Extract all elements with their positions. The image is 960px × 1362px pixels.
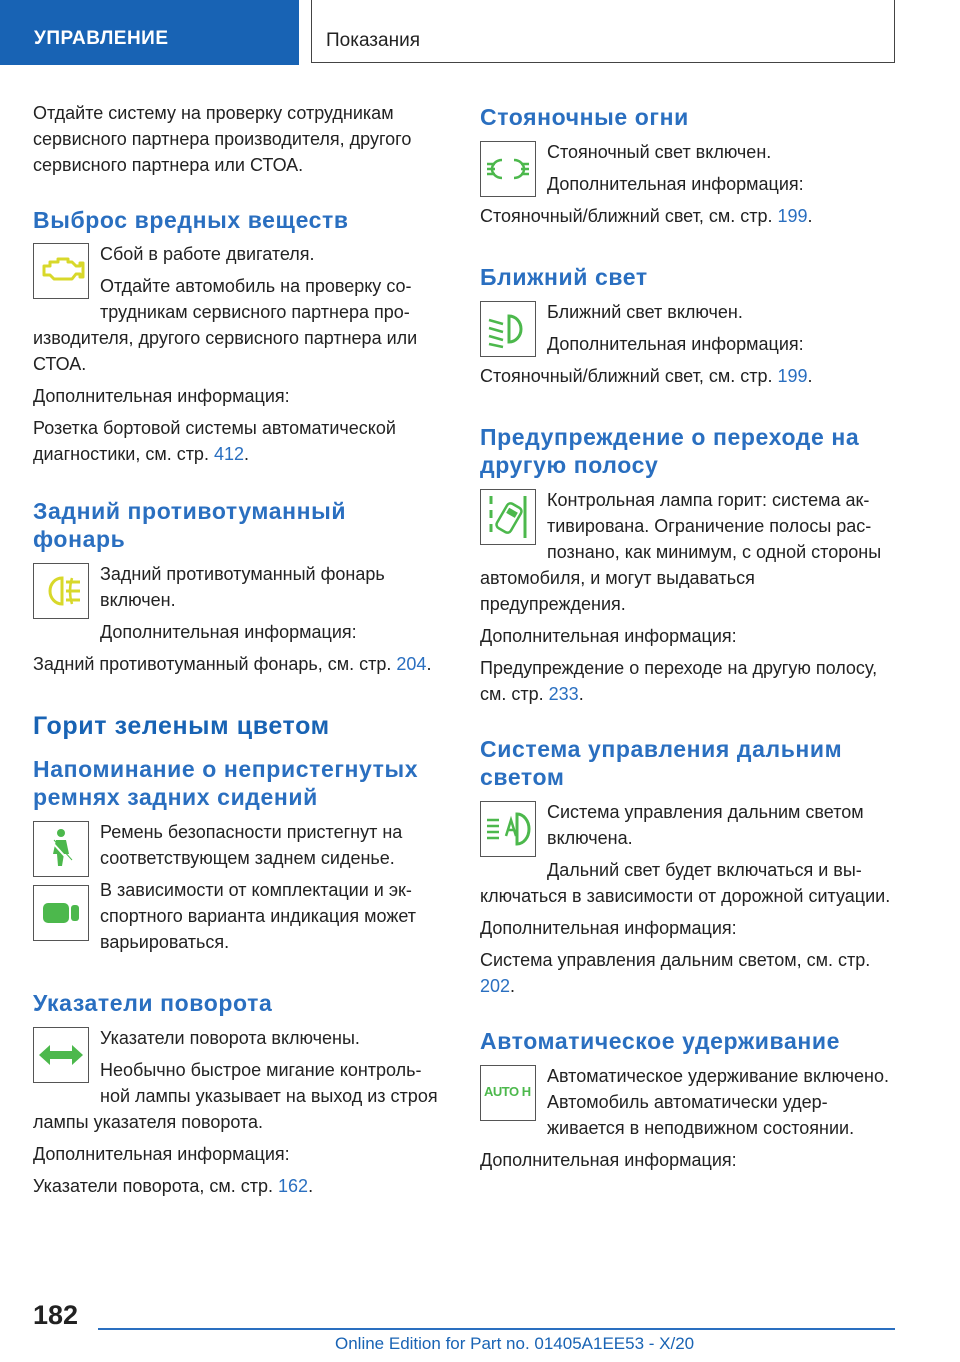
fog-more-info: Дополнительная информация:: [100, 622, 357, 642]
turn-text-2: Необычно быстрое мигание контрольной лампы указывает на выход из строя лампы указателя поворота.: [33, 1060, 438, 1132]
high-beam-assist-ref: Система управления дальним светом, см. стр. 202.: [480, 950, 871, 996]
parking-ref: Стояночный/ближний свет, см. стр. 199.: [480, 206, 813, 226]
intro-text: Отдайте систему на проверку сотрудникам сервисного партнера производителя, другого сервисного партнера или СТОА.: [33, 103, 412, 175]
lane-departure-icon: [480, 489, 536, 545]
footer-rule: [98, 1328, 895, 1330]
auto-hold-text-1: Автоматическое удерживание включено. Автомобиль автоматически удерживается в неподвижном состоянии.: [547, 1066, 889, 1138]
auto-hold-heading: Автоматическое удерживание: [480, 1028, 840, 1054]
turn-signal-icon: [33, 1027, 89, 1083]
high-beam-assist-more-info: Дополнительная информация:: [480, 918, 737, 938]
emissions-text-2: Отдайте автомобиль на проверку сотрудникам сервисного партнера производителя, другого сервисного партнера или СТОА.: [33, 276, 418, 374]
lane-text-1: Контрольная лампа горит: система активирована. Ограничение полосы распознано, как минимум, с одной стороны автомобиля, и могут выдаваться предупреждения.: [480, 490, 882, 614]
parking-heading: Стояночные огни: [480, 104, 689, 130]
chapter-title: Показания: [326, 30, 420, 51]
engine-warning-icon: [33, 243, 89, 299]
high-beam-assist-icon: [480, 801, 536, 857]
section-title: УПРАВЛЕНИЕ: [34, 28, 169, 49]
auto-hold-more-info: Дополнительная информация:: [480, 1150, 737, 1170]
low-beam-icon: [480, 301, 536, 357]
page-link-202[interactable]: 202: [480, 976, 511, 996]
right-column: [480, 100, 896, 1179]
green-section-heading: Горит зеленым цветом: [33, 712, 330, 740]
emissions-ref: Розетка бортовой системы автоматической диагностики, см. стр. 412.: [33, 418, 396, 464]
belts-text-1: Ремень безопасности пристегнут на соответствующем заднем сиденье.: [100, 822, 403, 868]
high-beam-assist-text-2: Дальний свет будет включаться и выключаться в зависимости от дорожной ситуации.: [480, 860, 891, 906]
page-link-233[interactable]: 233: [548, 684, 579, 704]
page-link-412[interactable]: 412: [213, 444, 244, 464]
auto-hold-icon-label: AUTO H: [484, 1084, 531, 1099]
low-beam-heading: Ближний свет: [480, 264, 648, 290]
emissions-more-info: Дополнительная информация:: [33, 386, 290, 406]
low-beam-ref: Стояночный/ближний свет, см. стр. 199.: [480, 366, 813, 386]
auto-hold-icon: [480, 1065, 536, 1121]
fog-heading: Задний противотуманный фонарь: [33, 498, 347, 552]
parking-lights-icon: [480, 141, 536, 197]
belts-text-2: В зависимости от комплектации и экспортного варианта индикация может варьироваться.: [100, 880, 417, 952]
lane-ref: Предупреждение о переходе на другую полосу, см. стр. 233.: [480, 658, 878, 704]
page-number: 182: [33, 1300, 79, 1330]
page-link-199-b[interactable]: 199: [777, 366, 808, 386]
turn-ref: Указатели поворота, см. стр. 162.: [33, 1176, 314, 1196]
fog-text-1: Задний противотуманный фонарь включен.: [100, 564, 385, 610]
left-column: [33, 100, 445, 1205]
page-link-162[interactable]: 162: [278, 1176, 309, 1196]
lane-heading: Предупреждение о переходе на другую полосу: [480, 424, 860, 478]
lane-more-info: Дополнительная информация:: [480, 626, 737, 646]
low-beam-more-info: Дополнительная информация:: [547, 334, 804, 354]
rear-seat-icon: [33, 885, 89, 941]
high-beam-assist-text-1: Система управления дальним светом включена.: [547, 802, 864, 848]
rear-fog-lamp-icon: [33, 563, 89, 619]
parking-text-1: Стояночный свет включен.: [547, 142, 772, 162]
section-tab: [0, 0, 299, 65]
turn-more-info: Дополнительная информация:: [33, 1144, 290, 1164]
seatbelt-icon: [33, 821, 89, 877]
page-link-199-a[interactable]: 199: [777, 206, 808, 226]
belts-heading: Напоминание о непристегнутых ремнях задних сидений: [33, 756, 419, 810]
low-beam-text-1: Ближний свет включен.: [547, 302, 743, 322]
edition-note: Online Edition for Part no. 01405A1EE53 - X/20: [335, 1334, 695, 1353]
high-beam-assist-heading: Система управления дальним светом: [480, 736, 843, 790]
page-link-204[interactable]: 204: [396, 654, 427, 674]
turn-text-1: Указатели поворота включены.: [100, 1028, 360, 1048]
emissions-text-1: Сбой в работе двигателя.: [100, 244, 315, 264]
belts-icons: [33, 819, 100, 945]
chapter-tab: [311, 0, 895, 63]
fog-ref: Задний противотуманный фонарь, см. стр. 204.: [33, 654, 432, 674]
parking-more-info: Дополнительная информация:: [547, 174, 804, 194]
turn-heading: Указатели поворота: [33, 990, 273, 1016]
emissions-heading: Выброс вредных веществ: [33, 207, 349, 233]
